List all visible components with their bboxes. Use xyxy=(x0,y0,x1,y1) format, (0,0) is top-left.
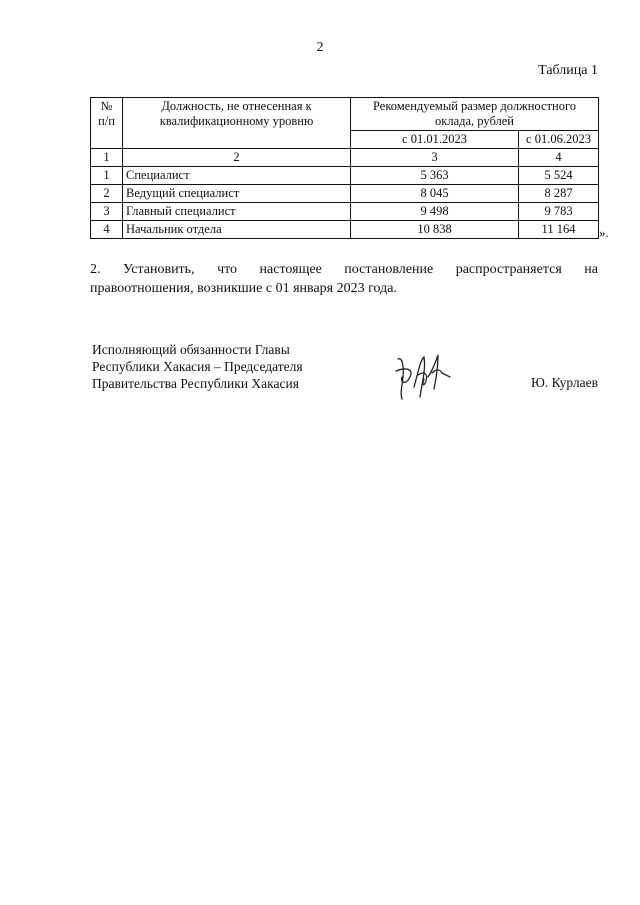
paragraph-2-line-1: 2. Установить, что настоящее постановление распространяется на xyxy=(90,262,598,277)
table-row xyxy=(91,203,599,221)
column-number: 3 xyxy=(351,149,519,167)
table-header-row xyxy=(91,98,599,131)
table-row xyxy=(91,167,599,185)
row-position: Главный специалист xyxy=(123,203,351,221)
row-salary-2023-01: 8 045 xyxy=(351,185,519,203)
handwritten-signature xyxy=(392,347,456,411)
salary-table xyxy=(90,97,599,239)
column-number: 1 xyxy=(91,149,123,167)
header-date-1: с 01.01.2023 xyxy=(351,131,519,149)
signer-title-line-3: Правительства Республики Хакасия xyxy=(92,376,299,391)
paragraph-2-line-2: правоотношения, возникшие с 01 января 2023 года. xyxy=(90,281,397,296)
row-salary-2023-06: 8 287 xyxy=(519,185,599,203)
column-number-row xyxy=(91,149,599,167)
table-row xyxy=(91,185,599,203)
closing-quote-mark: ». xyxy=(599,225,609,240)
header-position: Должность, не отнесенная к квалификационному уровню xyxy=(123,98,351,149)
column-number: 4 xyxy=(519,149,599,167)
row-num: 4 xyxy=(91,221,123,239)
row-salary-2023-01: 5 363 xyxy=(351,167,519,185)
row-salary-2023-06: 5 524 xyxy=(519,167,599,185)
row-num: 3 xyxy=(91,203,123,221)
row-salary-2023-06: 11 164 xyxy=(519,221,599,239)
row-position: Специалист xyxy=(123,167,351,185)
row-salary-2023-01: 10 838 xyxy=(351,221,519,239)
row-salary-2023-01: 9 498 xyxy=(351,203,519,221)
signer-title-line-2: Республики Хакасия – Председателя xyxy=(92,359,303,374)
column-number: 2 xyxy=(123,149,351,167)
row-salary-2023-06: 9 783 xyxy=(519,203,599,221)
signer-title-line-1: Исполняющий обязанности Главы xyxy=(92,342,290,357)
table-caption: Таблица 1 xyxy=(538,63,598,78)
row-position: Начальник отдела xyxy=(123,221,351,239)
header-date-2: с 01.06.2023 xyxy=(519,131,599,149)
header-salary: Рекомендуемый размер должностного оклада, рублей xyxy=(351,98,599,131)
signer-name: Ю. Курлаев xyxy=(530,375,598,390)
page-number: 2 xyxy=(316,40,324,55)
row-num: 2 xyxy=(91,185,123,203)
row-num: 1 xyxy=(91,167,123,185)
table-row xyxy=(91,221,599,239)
row-position: Ведущий специалист xyxy=(123,185,351,203)
header-num: № п/п xyxy=(91,98,123,149)
